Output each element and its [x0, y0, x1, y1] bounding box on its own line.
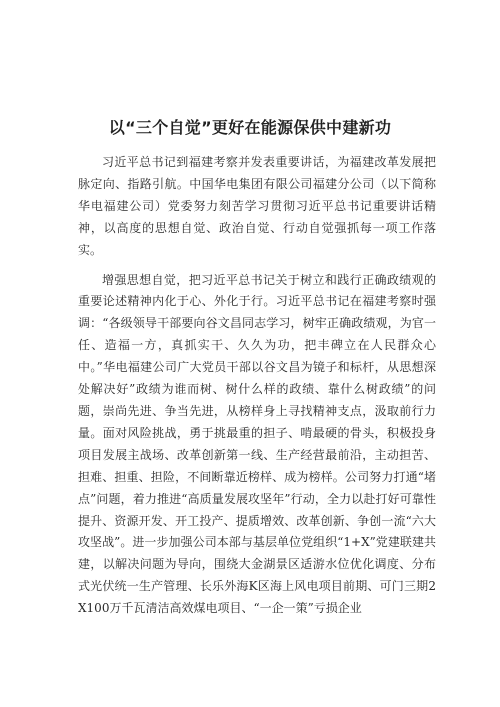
paragraph-thought-awareness: 增强思想自觉，把习近平总书记关于树立和践行正确政绩观的重要论述精神内化于心、外化于行。习近平总书记在福建考察时强调：“各级领导干部要向谷文昌同志学习，树牢正确政绩观，为官一任、造福一方，真抓实干、久久为功，把丰碑立在人民群众心中。”华电福建公司广大党员干部以谷文昌为镜子和标杆，从思想深处解决好”政绩为谁而树、树什么样的政绩、靠什么树政绩”的问题，崇尚先进、争当先进，从榜样身上寻找精神支点，汲取前行力量。面对风险挑战，勇于挑最重的担子、啃最硬的骨头，积极投身项目发展主战场、改革创新第一线、生产经营最前沿，主动担苦、担难、担重、担险，不间断靠近榜样、成为榜样。公司努力打通“堵点”问题，着力推进“高质量发展攻坚年”行动，全力以赴打好可靠性提升、资源开发、开工投产、提质增效、改革创新、争创一流“六大攻坚战”。进一步加强公司本部与基层单位党组织“1+X”党建联建共建，以解决问题为导向，围绕大金湖景区适游水位优化调度、分布式光伏统一生产管理、长乐外海K区海上风电项目前期、可门三期2X100万千瓦清洁高效煤电项目、“一企一策”亏损企业 [78, 272, 436, 616]
document-title: 以“三个自觉”更好在能源保供中建新功 [108, 118, 392, 137]
document-body [78, 152, 436, 620]
paragraph-intro: 习近平总书记到福建考察并发表重要讲话，为福建改革发展把脉定向、指路引航。中国华电集团有限公司福建分公司（以下简称华电福建公司）党委努力刻苦学习贯彻习近平总书记重要讲话精神，以高度的思想自觉、政治自觉、行动自觉强抓每一项工作落实。 [78, 155, 436, 257]
